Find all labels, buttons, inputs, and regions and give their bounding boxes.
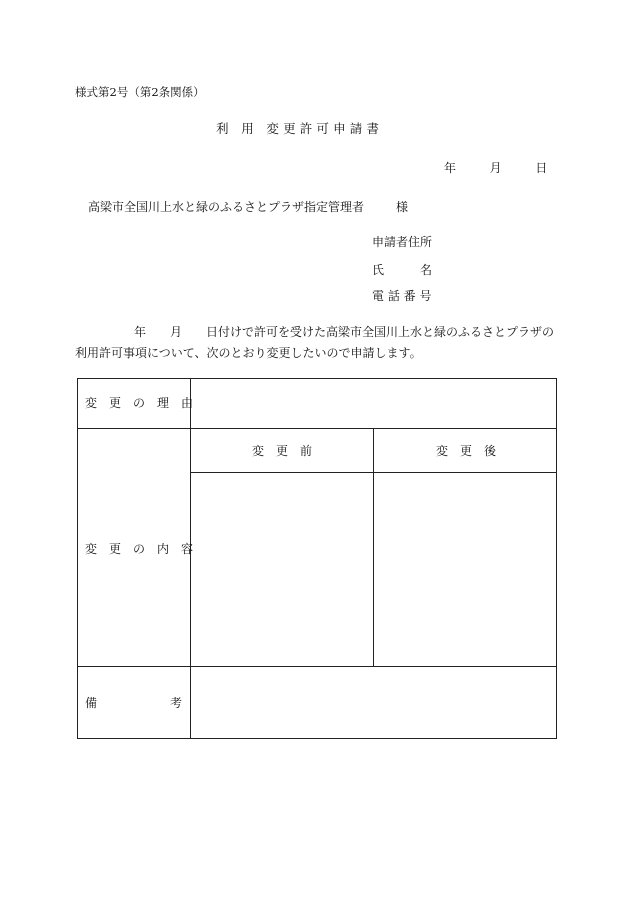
reason-field[interactable] — [191, 379, 556, 428]
date-month-label: 月 — [489, 161, 502, 175]
table-border-right — [556, 378, 557, 739]
after-content-field[interactable] — [374, 473, 556, 666]
remarks-label-left: 備 — [85, 696, 98, 710]
applicant-name-label: 氏 名 — [372, 263, 433, 277]
body-text-line-2: 利用許可事項について、次のとおり変更したいので申請します。 — [75, 346, 422, 360]
before-content-field[interactable] — [191, 473, 373, 666]
addressee-line — [88, 199, 408, 215]
content-label: 変 更 の 内 容 — [85, 542, 194, 556]
remarks-field[interactable] — [191, 667, 556, 738]
date-year-label: 年 — [444, 161, 457, 175]
body-text-line-1: 年 月 日付けで許可を受けた高梁市全国川上水と緑のふるさとプラザの — [134, 325, 555, 339]
applicant-address-label: 申請者住所 — [372, 235, 433, 249]
applicant-phone-label: 電 話 番 号 — [372, 289, 432, 303]
table-border-bottom — [77, 738, 557, 739]
addressee-name: 高梁市全国川上水と緑のふるさとプラザ指定管理者 — [88, 200, 365, 214]
table-divider-reason — [77, 428, 557, 429]
form-number: 様式第2号（第2条関係） — [75, 85, 205, 99]
remarks-label-right: 考 — [170, 696, 183, 710]
before-label: 変 更 前 — [252, 444, 313, 458]
after-label: 変 更 後 — [436, 444, 497, 458]
date-line — [444, 160, 547, 176]
addressee-honorific: 様 — [396, 200, 409, 214]
reason-label: 変 更 の 理 由 — [85, 396, 194, 410]
table-border-left — [77, 378, 78, 739]
form-title: 利 用 変 更 許 可 申 請 書 — [216, 121, 380, 136]
date-day-label: 日 — [535, 161, 548, 175]
